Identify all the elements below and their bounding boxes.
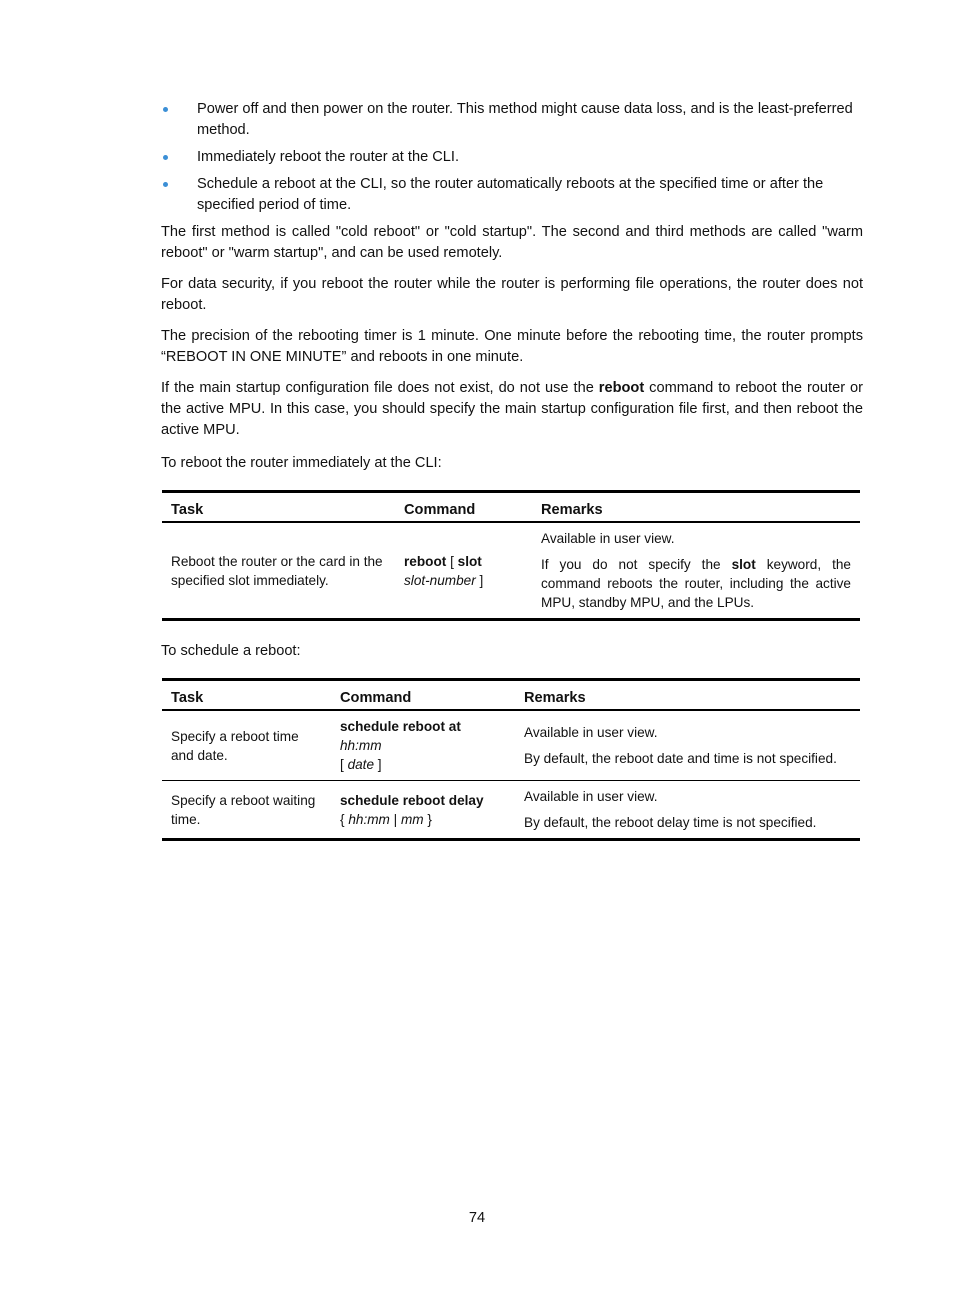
- table1-intro: To reboot the router immediately at the CLI:: [161, 455, 442, 471]
- task-cell: Specify a reboot time and date.: [162, 710, 331, 781]
- paragraph-reboot-types: The first method is called "cold reboot" or "cold startup". The second and third methods are called "warm reboot" or "warm startup", and can be used remotely.: [161, 224, 863, 261]
- task-cell: Reboot the router or the card in the specified slot immediately.: [162, 522, 395, 620]
- header-remarks: Remarks: [532, 492, 860, 523]
- bullet-icon: [163, 155, 168, 160]
- command-cell: schedule reboot at hh:mm [ date ]: [331, 710, 515, 781]
- header-task: Task: [162, 680, 331, 711]
- table-row: [162, 522, 860, 620]
- paragraph-startup-config: If the main startup configuration file does not exist, do not use the reboot command to reboot the router or the active MPU. In this case, you should specify the main startup configuration file first, and then reboot the active MPU.: [161, 380, 864, 438]
- immediate-reboot-table: [162, 490, 860, 621]
- remarks-cell: Available in user view. By default, the reboot delay time is not specified.: [515, 781, 860, 840]
- remarks-cell: Available in user view. By default, the reboot date and time is not specified.: [515, 710, 860, 781]
- schedule-reboot-table: [162, 678, 860, 841]
- command-cell: reboot [ slot slot-number ]: [395, 522, 532, 620]
- table2-intro: To schedule a reboot:: [161, 643, 301, 659]
- command-cell: schedule reboot delay { hh:mm | mm }: [331, 781, 515, 840]
- table-header-row: [162, 492, 860, 523]
- page-number: 74: [468, 1210, 486, 1226]
- list-item: Power off and then power on the router. This method might cause data loss, and is the least-preferred method.: [161, 99, 863, 141]
- table-row: [162, 710, 860, 781]
- header-task: Task: [162, 492, 395, 523]
- bullet-icon: [163, 107, 168, 112]
- table-header-row: [162, 680, 860, 711]
- table-row: [162, 781, 860, 840]
- header-command: Command: [395, 492, 532, 523]
- reboot-methods-list: [161, 99, 863, 216]
- paragraph-data-security: For data security, if you reboot the router while the router is performing file operations, the router does not reboot.: [161, 276, 863, 313]
- header-remarks: Remarks: [515, 680, 860, 711]
- remarks-cell: Available in user view. If you do not specify the slot keyword, the command reboots the router, including the active MPU, standby MPU, and the LPUs.: [532, 522, 860, 620]
- list-item: Schedule a reboot at the CLI, so the router automatically reboots at the specified time or after the specified period of time.: [161, 174, 863, 216]
- list-item: Immediately reboot the router at the CLI.: [161, 147, 863, 168]
- bullet-icon: [163, 182, 168, 187]
- page-body: [161, 99, 863, 841]
- task-cell: Specify a reboot waiting time.: [162, 781, 331, 840]
- header-command: Command: [331, 680, 515, 711]
- paragraph-timer-precision: The precision of the rebooting timer is 1 minute. One minute before the rebooting time, the router prompts “REBOOT IN ONE MINUTE” and reboots in one minute.: [161, 328, 863, 365]
